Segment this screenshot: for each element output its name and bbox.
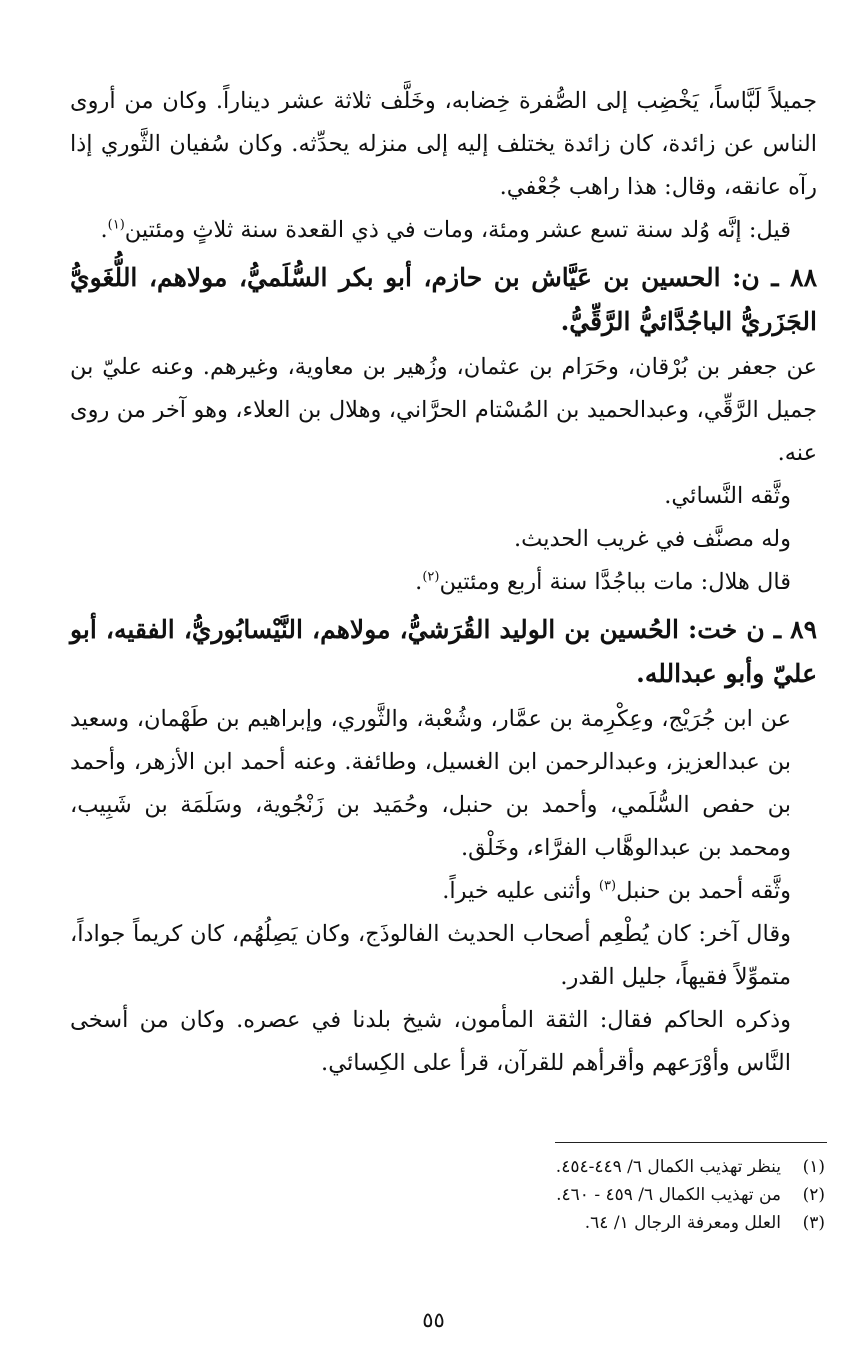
footnote-2 <box>70 1181 825 1209</box>
footnote-number: (١) <box>802 1157 825 1177</box>
paragraph-works-88: وله مصنَّف في غريب الحديث. <box>513 526 791 552</box>
paragraph-death-88: قال هلال: مات بباجُدَّا سنة أربع ومئتين$^{(٢)}$. <box>415 569 791 595</box>
footnotes <box>70 1153 825 1237</box>
footnote-1 <box>70 1153 825 1181</box>
footnote-text: العلل ومعرفة الرجال ١/ ٦٤. <box>584 1213 781 1233</box>
footnote-mark-2: (٢) <box>422 569 440 585</box>
footnote-3 <box>70 1209 825 1237</box>
paragraph-generosity-89: وقال آخر: كان يُطْعِم أصحاب الحديث الفالوذَج، وكان يَصِلُهُم، كان كريماً جواداً، متموِّلاً فقيهاً، جليل القدر. <box>70 921 791 990</box>
paragraph-birth-death: قيل: إنَّه وُلد سنة تسع عشر ومئة، ومات في ذي القعدة سنة ثلاثٍ ومئتين$^{(١)}$. <box>100 217 791 243</box>
footnote-mark-1: (١) <box>107 217 125 233</box>
entry-heading-88: ٨٨ ـ ن: الحسين بن عَيَّاش بن حازم، أبو بكر السُّلَميُّ، مولاهم، اللُّغَويُّ الجَزَريُّ الباجُدَّائيُّ الرَّقِّيُّ. <box>70 263 817 336</box>
footnote-number: (٣) <box>802 1213 825 1233</box>
footnote-separator <box>555 1142 827 1143</box>
paragraph-narrators-88: عن جعفر بن بُرْقان، وحَرَام بن عثمان، وزُهير بن معاوية، وغيرهم. وعنه عليّ بن جميل الرَّقِّي، وعبدالحميد بن المُسْتام الحرَّاني، وهلال بن العلاء، وهو آخر من روى عنه. <box>70 354 817 466</box>
footnote-text: من تهذيب الكمال ٦/ ٤٥٩ - ٤٦٠. <box>556 1185 781 1205</box>
main-text <box>70 80 817 1085</box>
entry-heading-89: ٨٩ ـ ن خت: الحُسين بن الوليد القُرَشيُّ، مولاهم، النَّيْسابُوريُّ، الفقيه، أبو عليّ وأبو عبدالله. <box>70 615 817 688</box>
paragraph-hakim-89: وذكره الحاكم فقال: الثقة المأمون، شيخ بلدنا في عصره. وكان من أسخى النَّاس وأوْرَعهم وأقرأهم للقرآن، قرأ على الكِسائي. <box>70 1007 791 1076</box>
paragraph-narrators-89: عن ابن جُرَيْج، وعِكْرِمة بن عمَّار، وشُعْبة، والثَّوري، وإبراهيم بن طَهْمان، وسعيد بن عبدالعزيز، وعبدالرحمن ابن الغسيل، وطائفة. وعنه أحمد ابن الأزهر، وأحمد بن حفص السُّلَمي، وأحمد بن حنبل، وحُمَيد بن زَنْجُوية، وسَلَمَة بن شَبِيب، ومحمد بن عبدالوهَّاب الفرَّاء، وخَلْق. <box>70 706 791 861</box>
page-number: ٥٥ <box>422 1308 445 1332</box>
footnote-number: (٢) <box>802 1185 825 1205</box>
paragraph-tawthiq-89: وثَّقه أحمد بن حنبل$^{(٣)}$ وأثنى عليه خيراً. <box>442 878 791 904</box>
paragraph-prev-entry-end: جميلاً لَبَّاساً، يَخْضِب إلى الصُّفرة خِضابه، وخَلَّف ثلاثة عشر ديناراً. وكان من أروى الناس عن زائدة، كان زائدة يختلف إليه إلى منزله يحدِّثه. وكان سُفيان الثَّوري إذا رآه عانقه، وقال: هذا راهب جُعْفي. <box>70 88 817 200</box>
footnote-mark-3: (٣) <box>598 878 617 894</box>
footnote-text: ينظر تهذيب الكمال ٦/ ٤٤٩-٤٥٤. <box>555 1157 781 1177</box>
paragraph-tawthiq-88: وثَّقه النَّسائي. <box>664 483 791 509</box>
